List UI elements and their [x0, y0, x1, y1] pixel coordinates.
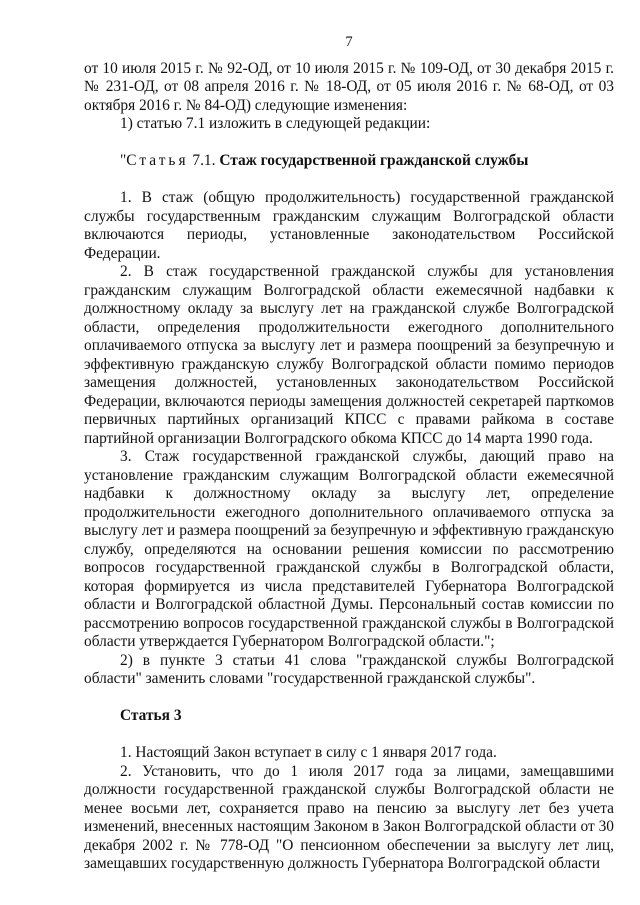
article-paragraph-2: 2. В стаж государственной гражданской службы для установления гражданским служащим Волгоградской области ежемесячной надбавки к должностному окладу за выслугу лет на гражданской службе Волгоградской области, определения продолжительности ежегодного дополнительного оплачиваемого отпуска за выслугу лет и размера поощрений за безупречную и эффективную гражданскую службу Волгоградской области помимо периодов замещения должностей, установленных законодательством Российской Федерации, включаются периоды замещения должностей секретарей парткомов первичных партийных организаций КПСС с правами райкома в составе партийной организации Волгоградского обкома КПСС до 14 марта 1990 года. — [84, 263, 614, 447]
article-heading — [84, 152, 614, 171]
article-word: Статья — [126, 152, 189, 169]
amendment-item-1: 1) статью 7.1 изложить в следующей редакции: — [120, 115, 431, 132]
article-paragraph-1: 1. В стаж (общую продолжительность) государственной гражданской службы государственным гражданским служащим Волгоградской области включаются периоды, установленные законодательством Российской Федерации. — [84, 189, 614, 262]
article-paragraph-3: 3. Стаж государственной гражданской службы, дающий право на установление гражданским служащим Волгоградской области ежемесячной надбавки к должностному окладу за выслугу лет, определение продолжительности ежегодного дополнительного оплачиваемого отпуска за выслугу лет и размера поощрений за безупречную и эффективную гражданскую службу, определяются на основании решения комиссии по рассмотрению вопросов государственной гражданской службы в Волгоградской области, которая формируется из числа представителей Губернатора Волгоградской области и Волгоградской областной Думы. Персональный состав комиссии по рассмотрению вопросов государственной гражданской службы в Волгоградской области утверждается Губернатором Волгоградской области."; — [84, 448, 614, 650]
intro-paragraph: от 10 июля 2015 г. № 92-ОД, от 10 июля 2015 г. № 109-ОД, от 30 декабря 2015 г. № 231-ОД, от 08 апреля 2016 г. № 18-ОД, от 05 июля 2016 г. № 68-ОД, от 03 октября 2016 г. № 84-ОД) следующие изменения: — [84, 59, 614, 114]
article-number: 7.1. — [188, 152, 220, 169]
page-number: 7 — [345, 34, 353, 50]
article-quote: " — [120, 152, 127, 169]
section-paragraph-1: 1. Настоящий Закон вступает в силу с 1 января 2017 года. — [120, 744, 497, 761]
amendment-item-2: 2) в пункте 3 статьи 41 слова "гражданской службы Волгоградской области" заменить словами "государственной гражданской службы". — [84, 651, 614, 687]
section-paragraph-2: 2. Установить, что до 1 июля 2017 года за лицами, замещавшими должности государственной гражданской службы Волгоградской области не менее восьми лет, сохраняется право на пенсию за выслугу лет без учета изменений, внесенных настоящим Законом в Закон Волгоградской области от 30 декабря 2002 г. № 778-ОД "О пенсионном обеспечении за выслугу лет лиц, замещавших государственную должность Губернатора Волгоградской области — [84, 762, 614, 872]
article-title: Стаж государственной гражданской службы — [219, 152, 529, 169]
section-title: Статья 3 — [120, 707, 182, 724]
